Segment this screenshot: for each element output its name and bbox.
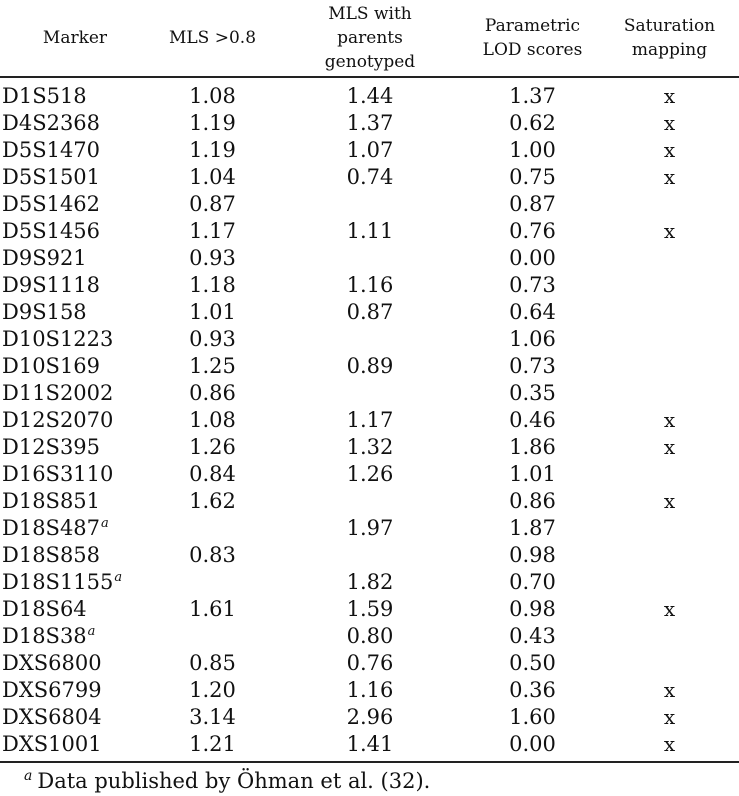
cell-mls: 1.01 bbox=[189, 300, 236, 324]
table-row bbox=[0, 380, 739, 407]
header-mls-parents-text: MLS with parents genotyped bbox=[324, 4, 416, 72]
table-row bbox=[0, 110, 739, 137]
cell-saturation: x bbox=[663, 489, 676, 513]
cell-saturation: x bbox=[663, 165, 676, 189]
cell-saturation bbox=[600, 245, 739, 272]
marker-name: D10S169 bbox=[2, 354, 101, 378]
cell-marker bbox=[0, 731, 150, 762]
cell-lod: 0.73 bbox=[509, 354, 556, 378]
cell-marker bbox=[0, 677, 150, 704]
cell-mls: 0.86 bbox=[189, 381, 236, 405]
cell-mls-parents: 1.16 bbox=[346, 678, 394, 702]
cell-marker bbox=[0, 380, 150, 407]
cell-saturation bbox=[600, 326, 739, 353]
cell-mls-parents: 0.87 bbox=[346, 300, 394, 324]
cell-marker bbox=[0, 326, 150, 353]
cell-lod: 1.37 bbox=[509, 84, 556, 108]
table-row bbox=[0, 353, 739, 380]
cell-marker bbox=[0, 245, 150, 272]
cell-lod: 0.00 bbox=[509, 246, 556, 270]
marker-name: D9S158 bbox=[2, 300, 87, 324]
cell-marker bbox=[0, 650, 150, 677]
cell-mls: 1.21 bbox=[150, 731, 275, 762]
cell-mls: 0.93 bbox=[189, 327, 236, 351]
marker-name: D12S395 bbox=[2, 435, 101, 459]
cell-mls-parents: 1.32 bbox=[346, 435, 394, 459]
cell-mls: 1.08 bbox=[189, 84, 236, 108]
cell-mls-parents bbox=[275, 191, 465, 218]
cell-marker bbox=[0, 407, 150, 434]
marker-name: D9S1118 bbox=[2, 273, 101, 297]
footnote-text: Data published by Öhman et al. (32). bbox=[37, 769, 431, 793]
cell-lod: 0.98 bbox=[509, 543, 556, 567]
header-mls: MLS >0.8 bbox=[150, 0, 275, 77]
cell-marker bbox=[0, 218, 150, 245]
marker-name: D18S858 bbox=[2, 543, 101, 567]
marker-name: DXS6804 bbox=[2, 705, 102, 729]
cell-saturation: x bbox=[663, 111, 676, 135]
cell-marker bbox=[0, 623, 150, 650]
table-row bbox=[0, 461, 739, 488]
marker-name: DXS1001 bbox=[2, 732, 102, 756]
cell-lod: 0.00 bbox=[465, 731, 600, 762]
cell-mls-parents: 1.97 bbox=[346, 516, 394, 540]
cell-mls bbox=[150, 569, 275, 596]
cell-lod: 0.76 bbox=[509, 219, 556, 243]
cell-saturation bbox=[600, 380, 739, 407]
cell-mls: 0.84 bbox=[189, 462, 236, 486]
cell-lod: 0.73 bbox=[509, 273, 556, 297]
marker-name: D18S851 bbox=[2, 489, 101, 513]
header-row bbox=[0, 0, 739, 77]
cell-mls: 0.85 bbox=[189, 651, 236, 675]
cell-marker bbox=[0, 137, 150, 164]
cell-mls-parents: 1.44 bbox=[346, 84, 394, 108]
cell-mls bbox=[150, 623, 275, 650]
cell-lod: 1.87 bbox=[509, 516, 556, 540]
header-lod bbox=[465, 0, 600, 77]
marker-name: D12S2070 bbox=[2, 408, 114, 432]
table-footnote bbox=[24, 766, 430, 796]
cell-mls-parents bbox=[275, 380, 465, 407]
marker-name: D16S3110 bbox=[2, 462, 114, 486]
table-row bbox=[0, 164, 739, 191]
marker-name: D5S1470 bbox=[2, 138, 101, 162]
cell-saturation bbox=[600, 569, 739, 596]
cell-mls: 0.83 bbox=[189, 543, 236, 567]
cell-lod: 0.75 bbox=[509, 165, 556, 189]
cell-lod: 1.06 bbox=[509, 327, 556, 351]
cell-mls-parents: 1.37 bbox=[346, 111, 394, 135]
cell-lod: 1.60 bbox=[509, 705, 556, 729]
marker-name: D5S1501 bbox=[2, 165, 101, 189]
table-row bbox=[0, 596, 739, 623]
marker-footnote-mark: a bbox=[101, 516, 109, 531]
cell-saturation bbox=[600, 623, 739, 650]
table-row bbox=[0, 650, 739, 677]
table-header bbox=[0, 0, 739, 77]
table-row bbox=[0, 515, 739, 542]
cell-marker bbox=[0, 596, 150, 623]
cell-lod: 0.36 bbox=[509, 678, 556, 702]
cell-mls-parents bbox=[275, 488, 465, 515]
cell-mls-parents: 1.82 bbox=[346, 570, 394, 594]
cell-mls: 1.25 bbox=[189, 354, 236, 378]
cell-mls-parents: 2.96 bbox=[346, 705, 394, 729]
header-saturation-text: Saturation mapping bbox=[623, 16, 716, 60]
cell-mls-parents bbox=[275, 542, 465, 569]
cell-mls: 1.19 bbox=[189, 111, 236, 135]
table-row bbox=[0, 488, 739, 515]
cell-saturation: x bbox=[663, 84, 676, 108]
table-row bbox=[0, 326, 739, 353]
cell-saturation: x bbox=[663, 435, 676, 459]
cell-saturation: x bbox=[663, 138, 676, 162]
cell-saturation bbox=[600, 299, 739, 326]
table-row bbox=[0, 191, 739, 218]
marker-name: D11S2002 bbox=[2, 381, 114, 405]
cell-marker bbox=[0, 434, 150, 461]
cell-mls-parents: 1.11 bbox=[346, 219, 394, 243]
cell-marker bbox=[0, 110, 150, 137]
marker-name: D18S38 bbox=[2, 624, 87, 648]
cell-lod: 1.00 bbox=[509, 138, 556, 162]
cell-marker bbox=[0, 461, 150, 488]
cell-marker bbox=[0, 299, 150, 326]
cell-mls-parents: 1.07 bbox=[346, 138, 394, 162]
marker-name: D4S2368 bbox=[2, 111, 101, 135]
cell-saturation: x bbox=[600, 731, 739, 762]
cell-marker bbox=[0, 77, 150, 110]
cell-mls: 3.14 bbox=[189, 705, 236, 729]
cell-mls-parents bbox=[275, 245, 465, 272]
marker-name: D18S1155 bbox=[2, 570, 114, 594]
table-row bbox=[0, 245, 739, 272]
cell-lod: 0.43 bbox=[509, 624, 556, 648]
cell-mls: 1.19 bbox=[189, 138, 236, 162]
cell-mls: 1.08 bbox=[189, 408, 236, 432]
cell-mls-parents: 1.41 bbox=[275, 731, 465, 762]
cell-mls: 0.93 bbox=[189, 246, 236, 270]
cell-lod: 0.70 bbox=[509, 570, 556, 594]
cell-mls-parents: 0.80 bbox=[346, 624, 394, 648]
cell-lod: 0.64 bbox=[509, 300, 556, 324]
marker-name: D1S518 bbox=[2, 84, 87, 108]
table-row bbox=[0, 704, 739, 731]
cell-mls-parents: 0.76 bbox=[346, 651, 394, 675]
table-row bbox=[0, 569, 739, 596]
cell-marker bbox=[0, 353, 150, 380]
cell-lod: 0.87 bbox=[509, 192, 556, 216]
table-row bbox=[0, 218, 739, 245]
cell-lod: 0.50 bbox=[509, 651, 556, 675]
marker-name: D10S1223 bbox=[2, 327, 114, 351]
cell-lod: 1.86 bbox=[509, 435, 556, 459]
table-row bbox=[0, 731, 739, 762]
cell-mls-parents: 0.89 bbox=[346, 354, 394, 378]
cell-saturation bbox=[600, 272, 739, 299]
table-row bbox=[0, 677, 739, 704]
cell-mls-parents: 1.59 bbox=[346, 597, 394, 621]
cell-saturation bbox=[600, 542, 739, 569]
cell-saturation: x bbox=[663, 219, 676, 243]
cell-lod: 0.86 bbox=[509, 489, 556, 513]
cell-marker bbox=[0, 569, 150, 596]
cell-mls: 1.18 bbox=[189, 273, 236, 297]
table-row bbox=[0, 407, 739, 434]
marker-name: D9S921 bbox=[2, 246, 87, 270]
table-body bbox=[0, 77, 739, 762]
table-row bbox=[0, 542, 739, 569]
cell-marker bbox=[0, 488, 150, 515]
table-row bbox=[0, 272, 739, 299]
header-mls-parents bbox=[275, 0, 465, 77]
cell-lod: 0.62 bbox=[509, 111, 556, 135]
marker-name: D18S487 bbox=[2, 516, 101, 540]
cell-marker bbox=[0, 164, 150, 191]
cell-mls: 1.61 bbox=[189, 597, 236, 621]
cell-mls: 1.20 bbox=[189, 678, 236, 702]
cell-mls-parents: 0.74 bbox=[346, 165, 394, 189]
header-lod-text: Parametric LOD scores bbox=[482, 16, 583, 60]
cell-mls-parents: 1.17 bbox=[346, 408, 394, 432]
marker-footnote-mark: a bbox=[114, 570, 123, 585]
cell-saturation bbox=[600, 461, 739, 488]
cell-marker bbox=[0, 272, 150, 299]
table-row bbox=[0, 623, 739, 650]
cell-mls-parents: 1.26 bbox=[346, 462, 394, 486]
cell-saturation bbox=[600, 650, 739, 677]
cell-mls: 1.26 bbox=[189, 435, 236, 459]
table-row bbox=[0, 137, 739, 164]
footnote-mark: a bbox=[24, 768, 33, 784]
cell-mls-parents bbox=[275, 326, 465, 353]
cell-marker bbox=[0, 704, 150, 731]
table-row bbox=[0, 434, 739, 461]
cell-saturation: x bbox=[663, 408, 676, 432]
cell-mls: 1.04 bbox=[189, 165, 236, 189]
cell-marker bbox=[0, 542, 150, 569]
table-row bbox=[0, 77, 739, 110]
cell-mls: 1.62 bbox=[189, 489, 236, 513]
header-marker: Marker bbox=[0, 0, 150, 77]
table-row bbox=[0, 299, 739, 326]
cell-saturation: x bbox=[663, 597, 676, 621]
cell-saturation: x bbox=[663, 705, 676, 729]
marker-footnote-mark: a bbox=[87, 624, 96, 639]
marker-name: D5S1462 bbox=[2, 192, 101, 216]
cell-lod: 1.01 bbox=[509, 462, 556, 486]
header-saturation bbox=[600, 0, 739, 77]
cell-lod: 0.35 bbox=[509, 381, 556, 405]
cell-saturation bbox=[600, 353, 739, 380]
cell-saturation bbox=[600, 191, 739, 218]
cell-mls bbox=[150, 515, 275, 542]
cell-lod: 0.46 bbox=[509, 408, 556, 432]
cell-mls: 1.17 bbox=[189, 219, 236, 243]
marker-name: DXS6799 bbox=[2, 678, 102, 702]
marker-name: DXS6800 bbox=[2, 651, 102, 675]
cell-saturation: x bbox=[663, 678, 676, 702]
cell-marker bbox=[0, 191, 150, 218]
cell-marker bbox=[0, 515, 150, 542]
marker-name: D18S64 bbox=[2, 597, 87, 621]
cell-lod: 0.98 bbox=[509, 597, 556, 621]
cell-mls: 0.87 bbox=[189, 192, 236, 216]
cell-mls-parents: 1.16 bbox=[346, 273, 394, 297]
marker-name: D5S1456 bbox=[2, 219, 101, 243]
cell-saturation bbox=[600, 515, 739, 542]
